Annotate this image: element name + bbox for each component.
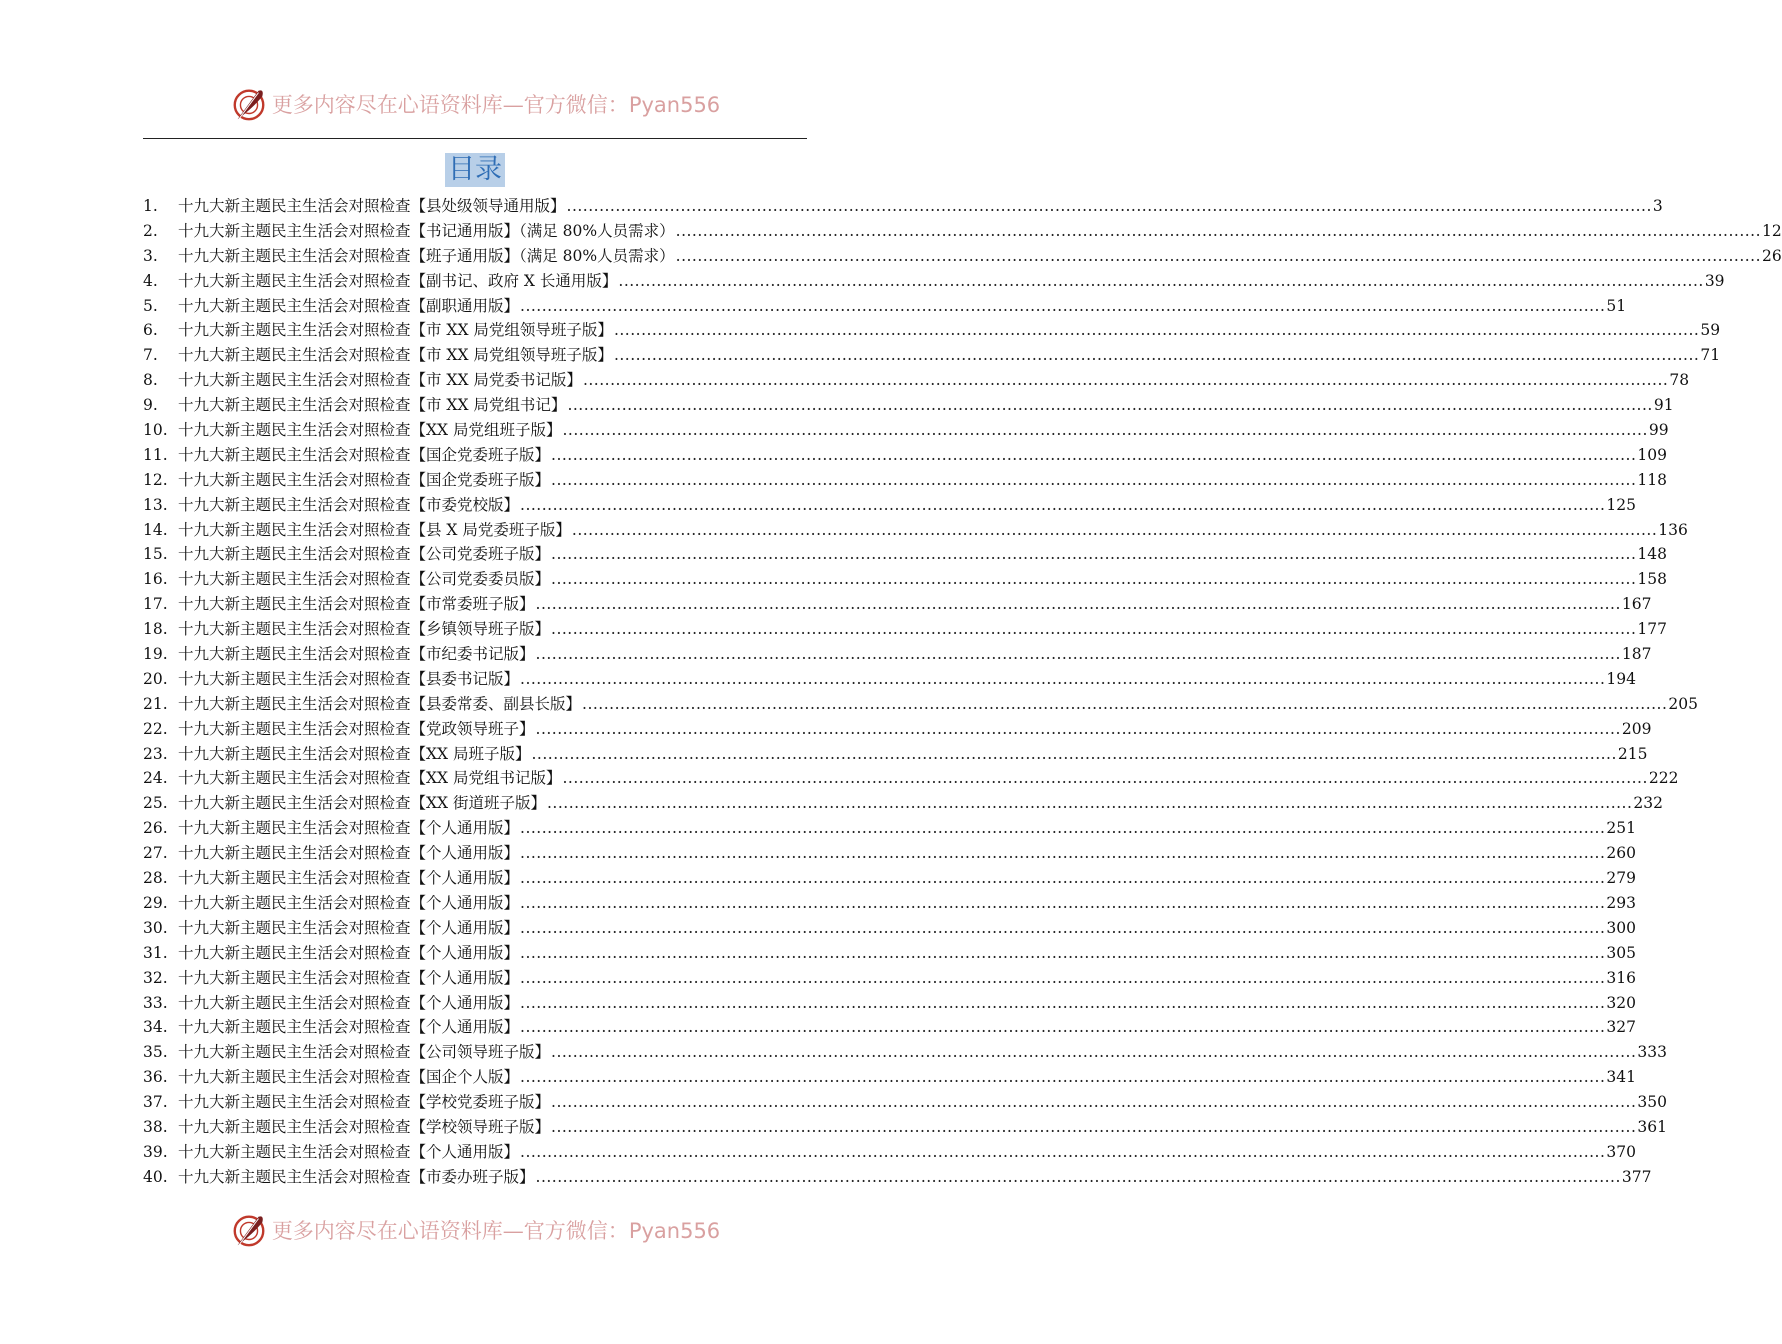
toc-entry[interactable] [143, 567, 1668, 592]
toc-entry-page: 327 [1606, 1018, 1637, 1037]
toc-entry[interactable] [143, 891, 1637, 916]
toc-entry-page: 118 [1637, 470, 1668, 489]
toc-dot-leader: ........................................................................................................................................................................................................ [520, 1142, 1606, 1161]
toc-entry-page: 167 [1621, 595, 1652, 614]
toc-entry-page: 177 [1637, 620, 1668, 639]
toc-entry[interactable] [143, 766, 1679, 791]
toc-dot-leader: ........................................................................................................................................................................................................ [520, 669, 1606, 688]
toc-entry[interactable] [143, 617, 1668, 642]
toc-entry-title: 十九大新主题民主生活会对照检查【国企党委班子版】 [178, 445, 551, 464]
toc-entry-title: 十九大新主题民主生活会对照检查【学校领导班子版】 [178, 1117, 551, 1136]
toc-entry-page: 39 [1704, 271, 1725, 290]
toc-entry[interactable] [143, 1015, 1637, 1040]
toc-dot-leader: ........................................................................................................................................................................................................ [562, 769, 1648, 788]
toc-entry[interactable] [143, 742, 1648, 767]
toc-entry-page: 293 [1606, 893, 1637, 912]
toc-entry-title: 十九大新主题民主生活会对照检查【副职通用版】 [178, 296, 520, 315]
toc-entry[interactable] [143, 493, 1637, 518]
toc-entry[interactable] [143, 916, 1637, 941]
toc-entry-number: 22. [143, 719, 168, 738]
toc-entry-number: 12. [143, 470, 168, 489]
toc-dot-leader: ........................................................................................................................................................................................................ [520, 296, 1606, 315]
toc-entry-number: 4. [143, 271, 158, 290]
toc-entry-title: 十九大新主题民主生活会对照检查【个人通用版】 [178, 819, 520, 838]
toc-entry[interactable] [143, 343, 1721, 368]
toc-entry-number: 3. [143, 246, 158, 265]
toc-entry-page: 136 [1658, 520, 1688, 539]
toc-dot-leader: ........................................................................................................................................................................................................ [551, 620, 1637, 639]
toc-entry[interactable] [143, 667, 1637, 692]
toc-entry-number: 8. [143, 371, 158, 390]
toc-dot-leader: ........................................................................................................................................................................................................ [618, 271, 1704, 290]
toc-entry-number: 27. [143, 844, 168, 863]
toc-dot-leader: ........................................................................................................................................................................................................ [520, 819, 1606, 838]
toc-entry-page: 260 [1606, 844, 1637, 863]
toc-entry[interactable] [143, 941, 1637, 966]
toc-dot-leader: ........................................................................................................................................................................................................ [520, 893, 1606, 912]
feather-quill-icon [230, 1211, 268, 1249]
toc-entry-number: 6. [143, 321, 158, 340]
toc-entry[interactable] [143, 194, 1663, 219]
toc-entry-title: 十九大新主题民主生活会对照检查【县委常委、副县长版】 [178, 694, 582, 713]
toc-entry-title: 十九大新主题民主生活会对照检查【个人通用版】 [178, 993, 520, 1012]
toc-dot-leader: ........................................................................................................................................................................................................ [535, 595, 1621, 614]
toc-dot-leader: ........................................................................................................................................................................................................ [551, 470, 1637, 489]
toc-entry-title: 十九大新主题民主生活会对照检查【党政领导班子】 [178, 719, 535, 738]
toc-entry-page: 12 [1762, 221, 1782, 240]
toc-entry[interactable] [143, 692, 1699, 717]
toc-entry-title: 十九大新主题民主生活会对照检查【XX 街道班子版】 [178, 794, 546, 813]
toc-entry-title: 十九大新主题民主生活会对照检查【市委党校版】 [178, 495, 520, 514]
toc-entry[interactable] [143, 294, 1627, 319]
toc-entry[interactable] [143, 1140, 1637, 1165]
toc-entry-page: 78 [1669, 371, 1690, 390]
banner-text: 更多内容尽在心语资料库—官方微信：Pyan556 [271, 93, 721, 117]
toc-title: 目录 [445, 153, 505, 187]
toc-entry-number: 16. [143, 570, 168, 589]
toc-entry-title: 十九大新主题民主生活会对照检查【县 X 局党委班子版】 [178, 520, 571, 539]
toc-entry[interactable] [143, 518, 1688, 543]
toc-entry[interactable] [143, 542, 1668, 567]
toc-entry-number: 38. [143, 1117, 168, 1136]
toc-entry-title: 十九大新主题民主生活会对照检查【个人通用版】 [178, 943, 520, 962]
toc-entry-page: 91 [1653, 396, 1674, 415]
toc-dot-leader: ........................................................................................................................................................................................................ [520, 968, 1606, 987]
toc-entry-title: 十九大新主题民主生活会对照检查【个人通用版】 [178, 844, 520, 863]
toc-entry-title: 十九大新主题民主生活会对照检查【国企个人版】 [178, 1068, 520, 1087]
toc-entry-number: 13. [143, 495, 168, 514]
toc-entry-title: 十九大新主题民主生活会对照检查【市 XX 局党委书记版】 [178, 371, 582, 390]
toc-dot-leader: ........................................................................................................................................................................................................ [582, 694, 1668, 713]
toc-dot-leader: ........................................................................................................................................................................................................ [520, 844, 1606, 863]
toc-entry-number: 11. [143, 445, 168, 464]
toc-entry-number: 26. [143, 819, 168, 838]
toc-entry[interactable] [143, 966, 1637, 991]
toc-entry[interactable] [143, 791, 1663, 816]
toc-entry-number: 10. [143, 421, 168, 440]
toc-entry-number: 33. [143, 993, 168, 1012]
toc-entry-title: 十九大新主题民主生活会对照检查【个人通用版】 [178, 893, 520, 912]
toc-entry-number: 7. [143, 346, 158, 365]
toc-entry-page: 333 [1637, 1043, 1668, 1062]
toc-entry-title: 十九大新主题民主生活会对照检查【市纪委书记版】 [178, 645, 535, 664]
toc-dot-leader: ........................................................................................................................................................................................................ [520, 993, 1606, 1012]
toc-entry-title: 十九大新主题民主生活会对照检查【副书记、政府 X 长通用版】 [178, 271, 618, 290]
toc-entry-page: 361 [1637, 1117, 1668, 1136]
toc-entry-page: 370 [1606, 1142, 1637, 1161]
toc-dot-leader: ........................................................................................................................................................................................................ [535, 645, 1621, 664]
wechat-id: Pyan556 [628, 1219, 721, 1243]
toc-dot-leader: ........................................................................................................................................................................................................ [675, 246, 1762, 265]
toc-entry[interactable] [143, 866, 1637, 891]
toc-dot-leader: ........................................................................................................................................................................................................ [547, 794, 1633, 813]
toc-entry-page: 305 [1606, 943, 1637, 962]
toc-entry-number: 5. [143, 296, 158, 315]
toc-entry-number: 18. [143, 620, 168, 639]
toc-entry-page: 350 [1637, 1093, 1668, 1112]
toc-entry-title: 十九大新主题民主生活会对照检查【XX 局党组书记版】 [178, 769, 562, 788]
toc-entry[interactable] [143, 592, 1652, 617]
toc-entry-number: 24. [143, 769, 168, 788]
toc-entry-number: 9. [143, 396, 158, 415]
toc-entry-page: 251 [1606, 819, 1637, 838]
toc-entry-number: 39. [143, 1142, 168, 1161]
toc-dot-leader: ........................................................................................................................................................................................................ [675, 221, 1762, 240]
toc-entry-number: 37. [143, 1093, 168, 1112]
toc-entry-page: 125 [1606, 495, 1637, 514]
toc-dot-leader: ........................................................................................................................................................................................................ [520, 495, 1606, 514]
toc-entry-title: 十九大新主题民主生活会对照检查【公司党委委员版】 [178, 570, 551, 589]
toc-entry-page: 205 [1668, 694, 1699, 713]
toc-dot-leader: ........................................................................................................................................................................................................ [613, 321, 1700, 340]
toc-dot-leader: ........................................................................................................................................................................................................ [571, 520, 1658, 539]
toc-dot-leader: ........................................................................................................................................................................................................ [520, 1018, 1606, 1037]
toc-dot-leader: ........................................................................................................................................................................................................ [520, 918, 1606, 937]
toc-entry-title: 十九大新主题民主生活会对照检查【市 XX 局党组书记】 [178, 396, 567, 415]
banner-text: 更多内容尽在心语资料库—官方微信：Pyan556 [271, 1219, 721, 1243]
toc-entry-title: 十九大新主题民主生活会对照检查【书记通用版】（满足 80%人员需求） [178, 221, 675, 240]
toc-entry-number: 20. [143, 669, 168, 688]
toc-entry-page: 3 [1652, 197, 1663, 215]
toc-dot-leader: ........................................................................................................................................................................................................ [520, 943, 1606, 962]
toc-entry-page: 51 [1606, 296, 1627, 315]
toc-entry-page: 109 [1637, 445, 1668, 464]
toc-entry[interactable] [143, 468, 1668, 493]
toc-entry-title: 十九大新主题民主生活会对照检查【县委书记版】 [178, 669, 520, 688]
toc-entry-number: 21. [143, 694, 168, 713]
footer-banner [0, 1210, 950, 1250]
toc-entry-page: 209 [1621, 719, 1652, 738]
toc-entry-number: 32. [143, 968, 168, 987]
toc-entry-number: 31. [143, 943, 168, 962]
toc-dot-leader: ........................................................................................................................................................................................................ [535, 719, 1621, 738]
toc-entry[interactable] [143, 991, 1637, 1016]
toc-entry[interactable] [143, 244, 1782, 269]
toc-entry-page: 215 [1617, 744, 1648, 763]
toc-entry[interactable] [143, 393, 1674, 418]
toc-entry-title: 十九大新主题民主生活会对照检查【个人通用版】 [178, 918, 520, 937]
toc-dot-leader: ........................................................................................................................................................................................................ [551, 445, 1637, 464]
toc-entry-page: 232 [1633, 794, 1663, 813]
toc-entry-title: 十九大新主题民主生活会对照检查【市 XX 局党组领导班子版】 [178, 321, 613, 340]
toc-entry-title: 十九大新主题民主生活会对照检查【XX 局班子版】 [178, 744, 531, 763]
toc-entry-number: 40. [143, 1167, 168, 1186]
toc-entry-page: 316 [1606, 968, 1637, 987]
toc-entry-number: 29. [143, 893, 168, 912]
toc-dot-leader: ........................................................................................................................................................................................................ [566, 197, 1652, 215]
toc-entry[interactable] [143, 418, 1669, 443]
toc-entry-page: 59 [1700, 321, 1721, 340]
feather-quill-icon [230, 85, 268, 123]
toc-entry-title: 十九大新主题民主生活会对照检查【市委办班子版】 [178, 1167, 535, 1186]
toc-list [143, 194, 1782, 1190]
toc-entry[interactable] [143, 841, 1637, 866]
toc-entry[interactable] [143, 1065, 1637, 1090]
toc-entry-title: 十九大新主题民主生活会对照检查【县处级领导通用版】 [178, 197, 566, 215]
toc-entry-title: 十九大新主题民主生活会对照检查【公司党委班子版】 [178, 545, 551, 564]
toc-dot-leader: ........................................................................................................................................................................................................ [551, 1093, 1637, 1112]
toc-entry-title: 十九大新主题民主生活会对照检查【班子通用版】（满足 80%人员需求） [178, 246, 675, 265]
toc-entry-number: 23. [143, 744, 168, 763]
toc-dot-leader: ........................................................................................................................................................................................................ [551, 1043, 1637, 1062]
toc-entry-number: 19. [143, 645, 168, 664]
toc-entry[interactable] [143, 269, 1725, 294]
toc-entry-page: 320 [1606, 993, 1637, 1012]
toc-dot-leader: ........................................................................................................................................................................................................ [562, 421, 1648, 440]
header-divider [143, 138, 807, 139]
toc-entry-page: 71 [1700, 346, 1721, 365]
toc-entry-title: 十九大新主题民主生活会对照检查【个人通用版】 [178, 1018, 520, 1037]
toc-entry-title: 十九大新主题民主生活会对照检查【个人通用版】 [178, 869, 520, 888]
toc-entry[interactable] [143, 1115, 1668, 1140]
toc-entry-page: 194 [1606, 669, 1637, 688]
toc-entry-number: 30. [143, 918, 168, 937]
toc-entry-title: 十九大新主题民主生活会对照检查【市 XX 局党组领导班子版】 [178, 346, 613, 365]
toc-entry-number: 1. [143, 197, 158, 215]
toc-entry-page: 341 [1606, 1068, 1637, 1087]
toc-entry-page: 300 [1606, 918, 1637, 937]
toc-entry-page: 99 [1648, 421, 1669, 440]
toc-entry-title: 十九大新主题民主生活会对照检查【XX 局党组班子版】 [178, 421, 562, 440]
toc-entry-title: 十九大新主题民主生活会对照检查【个人通用版】 [178, 1142, 520, 1161]
toc-dot-leader: ........................................................................................................................................................................................................ [551, 545, 1637, 564]
toc-entry-title: 十九大新主题民主生活会对照检查【公司领导班子版】 [178, 1043, 551, 1062]
toc-entry-page: 377 [1621, 1167, 1652, 1186]
toc-dot-leader: ........................................................................................................................................................................................................ [531, 744, 1617, 763]
toc-entry-number: 36. [143, 1068, 168, 1087]
toc-entry-number: 28. [143, 869, 168, 888]
toc-entry[interactable] [143, 443, 1668, 468]
toc-entry-page: 222 [1648, 769, 1679, 788]
toc-entry-title: 十九大新主题民主生活会对照检查【乡镇领导班子版】 [178, 620, 551, 639]
toc-entry-number: 35. [143, 1043, 168, 1062]
wechat-id: Pyan556 [628, 93, 721, 117]
toc-entry-page: 158 [1637, 570, 1668, 589]
toc-title-wrap [0, 153, 950, 187]
toc-entry-page: 26 [1762, 246, 1782, 265]
toc-dot-leader: ........................................................................................................................................................................................................ [520, 869, 1606, 888]
toc-entry[interactable] [143, 717, 1652, 742]
toc-entry[interactable] [143, 318, 1721, 343]
toc-dot-leader: ........................................................................................................................................................................................................ [613, 346, 1700, 365]
toc-entry[interactable] [143, 642, 1652, 667]
toc-entry-number: 34. [143, 1018, 168, 1037]
toc-entry[interactable] [143, 1090, 1668, 1115]
toc-dot-leader: ........................................................................................................................................................................................................ [551, 570, 1637, 589]
toc-entry-page: 148 [1637, 545, 1668, 564]
toc-entry-title: 十九大新主题民主生活会对照检查【学校党委班子版】 [178, 1093, 551, 1112]
toc-dot-leader: ........................................................................................................................................................................................................ [551, 1117, 1637, 1136]
toc-entry[interactable] [143, 219, 1782, 244]
toc-entry-number: 14. [143, 520, 168, 539]
toc-entry-title: 十九大新主题民主生活会对照检查【个人通用版】 [178, 968, 520, 987]
toc-entry-page: 187 [1621, 645, 1652, 664]
header-banner [0, 84, 950, 124]
toc-entry[interactable] [143, 1040, 1668, 1065]
toc-entry-number: 17. [143, 595, 168, 614]
toc-dot-leader: ........................................................................................................................................................................................................ [582, 371, 1669, 390]
toc-dot-leader: ........................................................................................................................................................................................................ [567, 396, 1653, 415]
toc-entry-number: 25. [143, 794, 168, 813]
toc-entry-page: 279 [1606, 869, 1637, 888]
toc-entry[interactable] [143, 368, 1690, 393]
toc-entry[interactable] [143, 1165, 1652, 1190]
toc-entry-title: 十九大新主题民主生活会对照检查【国企党委班子版】 [178, 470, 551, 489]
toc-dot-leader: ........................................................................................................................................................................................................ [535, 1167, 1621, 1186]
toc-dot-leader: ........................................................................................................................................................................................................ [520, 1068, 1606, 1087]
toc-entry[interactable] [143, 816, 1637, 841]
toc-entry-number: 15. [143, 545, 168, 564]
toc-entry-number: 2. [143, 221, 158, 240]
toc-entry-title: 十九大新主题民主生活会对照检查【市常委班子版】 [178, 595, 535, 614]
